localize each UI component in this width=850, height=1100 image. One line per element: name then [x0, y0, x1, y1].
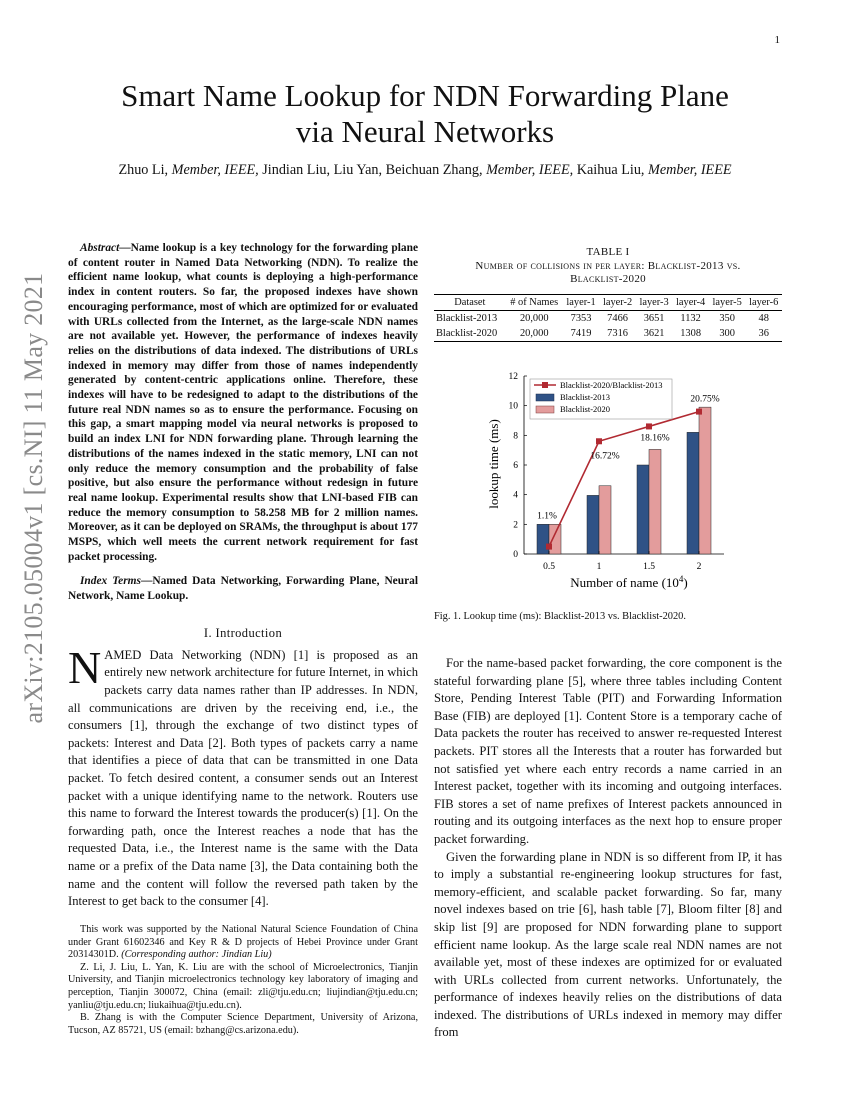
- page-number: 1: [774, 34, 780, 46]
- table-cell: 350: [719, 313, 735, 324]
- arxiv-identifier-text: arXiv:2105.05004v1 [cs.NI] 11 May 2021: [19, 272, 48, 724]
- footnote-funding: [68, 924, 418, 962]
- arxiv-identifier-stamp[interactable]: [6, 272, 62, 724]
- bar-blacklist-2020: [649, 449, 661, 554]
- x-tick-label: 1: [596, 562, 602, 572]
- left-column: [68, 241, 418, 911]
- author-role: Member, IEEE,: [486, 162, 574, 178]
- table-label: TABLE I: [586, 246, 630, 258]
- table-cell: 36: [758, 328, 769, 339]
- table-cell: 3651: [643, 313, 665, 324]
- body-paragraph: For the name-based packet forwarding, the core component is the stateful forwarding plane [5], where three tables including Content Store, Pending Interest Table (PIT) and Forwarding Information Base (FIB) are deployed [1]. Content Store is a temporary cache of Data packets the router has received to answer re-requested Interest packets. PIT stores all the Interests that a router has forwarded but not satisfied yet where each entry records a name carried in an Interest packet, together with its incoming and outgoing interfaces. FIB stores a set of name prefixes of Interest packets announced in routing and its outgoing interfaces as the next hop to ensure proper packet forwarding.: [434, 656, 782, 846]
- corresponding-author-note: (Corresponding author: Jindian Liu): [121, 949, 272, 961]
- bar-blacklist-2020: [599, 486, 611, 554]
- table-cell: Blacklist-2020: [436, 328, 498, 339]
- table-cell: 20,000: [519, 313, 549, 324]
- abstract-label: Abstract: [80, 242, 120, 254]
- intro-paragraph-text: AMED Data Networking (NDN) [1] is proposed as an entirely new network architecture for future Internet, in which packets carry data names rather than IP addresses. In NDN, all communications are driven by the receiving end, i.e., the consumers [1], through the exchange of two distinct types of packets: Interest and Data [2]. Both types of packets carry a name that identifies a piece of data that can be transmitted in one Data packet. To fetch desired content, a consumer sends out an Interest packet with a unique identifying name to the network. Routers use this name to forward the Interest towards the producer(s) [1]. On the forwarding path, once the Interest reaches a node that has the requested Data, i.e., the Interest name is the same with the Data name or a prefix of the Data name [3], the Data containing both the name and the content will follow the reversed path taken by the Interest to get back to the consumer [4].: [68, 647, 418, 909]
- bar-blacklist-2013: [587, 495, 599, 554]
- table-row: [434, 326, 782, 342]
- point-value-label: 16.72%: [590, 451, 620, 462]
- y-axis-label: lookup time (ms): [486, 419, 501, 509]
- table-cell: 20,000: [519, 328, 549, 339]
- y-tick-label: 6: [513, 461, 518, 471]
- abstract: [68, 241, 418, 564]
- table-cell: 7419: [570, 328, 592, 339]
- x-axis-label: Number of name $(10^4)$: [570, 574, 688, 590]
- table-header-cell: Dataset: [454, 297, 486, 308]
- author-name: Jindian Liu, Liu Yan, Beichuan Zhang,: [262, 162, 483, 178]
- bar-blacklist-2020: [699, 407, 711, 554]
- legend-swatch-2013: [536, 394, 554, 401]
- author-list: [40, 162, 810, 179]
- y-tick-label: 12: [508, 372, 518, 382]
- table-cell: 7316: [607, 328, 628, 339]
- legend-label-2013: Blacklist-2013: [560, 392, 611, 402]
- author-name: Zhuo Li,: [118, 162, 169, 178]
- table-caption: [434, 246, 782, 287]
- point-value-label: 1.1%: [537, 511, 557, 522]
- ratio-point-marker: [696, 409, 702, 415]
- abstract-text: —Name lookup is a key technology for the forwarding plane of content router in Named Data Networking (NDN). To realize the efficient name lookup, what counts is deploying a high-performance index in content routers. So far, the proposed indexes have shown encouraging performance, most of which are optimized for or evaluated with URLs collected from the Internet, as the large-scale NDN names are not available yet. However, the performance of indexes heavily relies on the distributions of data indexed. The distributions of URLs indexed in memory may differ from those of names independently generated by content-centric applications online. Therefore, these indexes will have to be redesigned to adapt to the distributions of the future real NDN names so as to ensure the performance. Focusing on this gap, a smart mapping model via neural networks is proposed to build an index LNI for NDN forwarding plane. Through learning the distributions of the names indexed in the static memory, LNI can not only reduce the memory consumption and the probability of false positive, but also ensure the performance without redesign in future real name lookup. Experimental results show that LNI-based FIB can reduce the memory consumption to 58.258 MB for 2 million names. Moreover, as it can be deployed on SRAMs, the throughput is about 177 MSPS, which well meets the current network requirement for fast packet processing.: [68, 242, 418, 563]
- title-line-1: Smart Name Lookup for NDN Forwarding Plane: [121, 78, 729, 113]
- table-row: [434, 311, 782, 327]
- y-tick-label: 4: [513, 490, 518, 501]
- intro-paragraph: [68, 641, 418, 911]
- bar-blacklist-2013: [687, 432, 699, 554]
- table-header-row: [434, 295, 782, 311]
- index-terms-label: Index Terms: [80, 575, 141, 588]
- table-cell: 7466: [607, 313, 628, 324]
- x-tick-label: 2: [696, 562, 702, 572]
- ratio-point-marker: [646, 423, 652, 429]
- point-value-label: 18.16%: [640, 433, 670, 444]
- collisions-table: [434, 294, 782, 342]
- index-terms: [68, 574, 418, 603]
- footnote-funding-text: This work was supported by the National Natural Science Foundation of China under Grant 61602346 and Key R & D projects of Hebei Province under Grant 20314301D.: [68, 924, 418, 961]
- drop-cap: N: [68, 641, 102, 693]
- table-caption-line-2: Blacklist-2020: [570, 273, 646, 285]
- table-caption-line-1: Number of collisions in per layer: Blacklist-2013 vs.: [475, 259, 741, 272]
- x-tick-label: 0.5: [543, 562, 555, 572]
- figure-caption: Fig. 1. Lookup time (ms): Blacklist-2013 vs. Blacklist-2020.: [434, 611, 686, 622]
- footnote-affiliation-tju: Z. Li, J. Liu, L. Yan, K. Liu are with the school of Microelectronics, Tianjin University, and Tianjin microelectronics technology key laboratory of imaging and perception, Tianjin 300072, China (email: zli@tju.edu.cn; liujindian@tju.edu.cn; yanliu@tju.edu.cn; liukaihua@tju.edu.cn).: [68, 961, 418, 1011]
- bar-blacklist-2013: [637, 465, 649, 554]
- table-header-cell: # of Names: [510, 297, 559, 308]
- body-paragraph: Given the forwarding plane in NDN is so different from IP, it has to imply a substantial re-engineering lookup structures for fast, memory-efficient, and scalable packet forwarding. So far, many novel indexes based on trie [6], hash table [7], Bloom filter [8] and skip list [9] are proposed for NDN forwarding plane to support efficient name lookup. As the large scale real NDN names are not available yet, most of these indexes are optimized for or evaluated with URLs collected from current networks. Unfortunately, the performance of indexes heavily relies on the distributions of data indexed. The distributions of URLs indexed in memory may differ from: [434, 849, 782, 1040]
- ratio-point-marker: [546, 544, 552, 550]
- y-tick-label: 0: [513, 550, 518, 560]
- author-name: Kaihua Liu,: [576, 162, 645, 178]
- index-terms-text: —Named Data Networking, Forwarding Plane, Neural Network, Name Lookup.: [68, 575, 418, 603]
- paper-title: [60, 78, 790, 150]
- table-cell: 7353: [570, 313, 592, 324]
- title-line-2: via Neural Networks: [295, 114, 555, 149]
- table-header-cell: layer-3: [639, 297, 669, 308]
- table-cell: Blacklist-2013: [436, 313, 498, 324]
- y-tick-label: 10: [508, 401, 518, 412]
- legend-marker-swatch: [542, 382, 548, 388]
- section-heading-introduction: I. Introduction: [203, 625, 283, 640]
- legend-swatch-2020: [536, 406, 554, 413]
- table-header-cell: layer-2: [602, 297, 633, 308]
- ratio-point-marker: [596, 438, 602, 444]
- footnote-affiliation-arizona: B. Zhang is with the Computer Science Department, University of Arizona, Tucson, AZ 85721, US (email: bzhang@cs.arizona.edu).: [68, 1012, 418, 1036]
- table-cell: 3621: [643, 328, 665, 339]
- x-tick-label: 1.5: [643, 562, 655, 572]
- table-header-cell: layer-5: [712, 297, 742, 308]
- point-value-label: 20.75%: [690, 394, 720, 405]
- table-cell: 1308: [680, 328, 702, 339]
- chart-legend: [530, 379, 672, 419]
- table-header-cell: layer-4: [676, 297, 706, 308]
- legend-label-2020: Blacklist-2020: [560, 404, 611, 414]
- author-role: Member, IEEE: [648, 162, 732, 178]
- author-role: Member, IEEE,: [171, 162, 259, 178]
- y-tick-label: 2: [513, 520, 518, 531]
- lookup-time-chart: [474, 364, 754, 594]
- table-header-cell: layer-6: [749, 297, 779, 308]
- legend-label-ratio: Blacklist-2020/Blacklist-2013: [560, 380, 663, 390]
- right-column-body: [434, 655, 782, 1042]
- table-header-cell: layer-1: [566, 297, 596, 308]
- table-cell: 300: [719, 328, 735, 339]
- table-cell: 48: [758, 313, 769, 324]
- ratio-line: [549, 412, 699, 547]
- y-tick-label: 8: [513, 431, 518, 442]
- table-cell: 1132: [680, 313, 701, 324]
- footnotes: [68, 924, 418, 1037]
